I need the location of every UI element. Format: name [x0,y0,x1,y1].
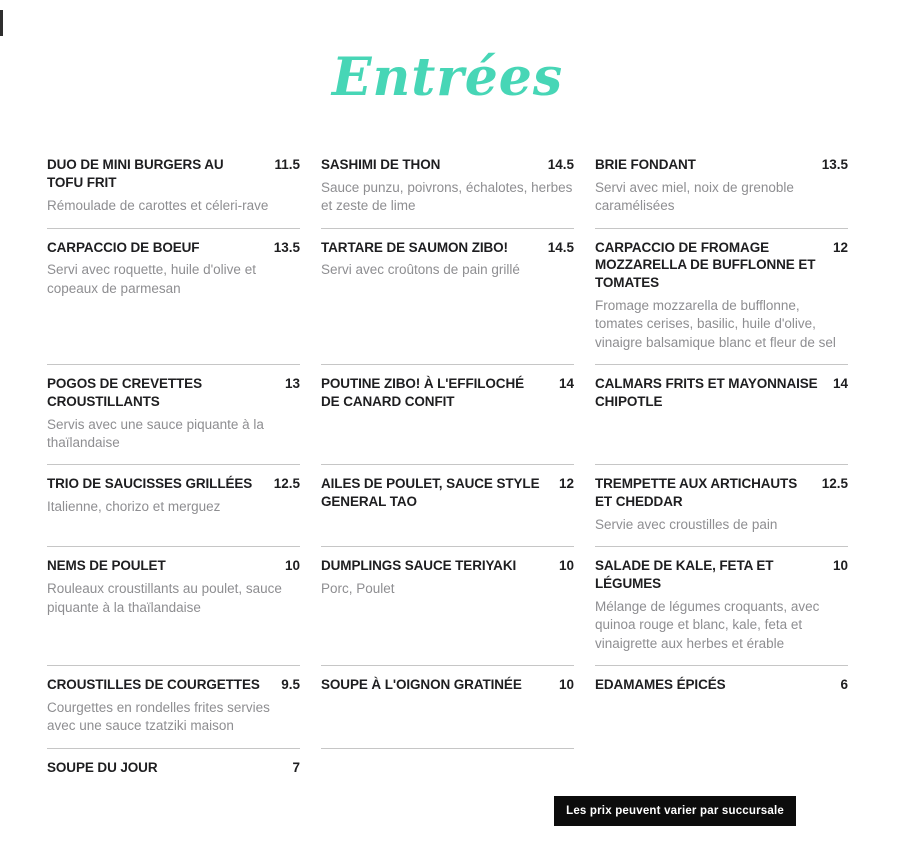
item-head [47,156,300,192]
item-description: Servie avec croustilles de pain [595,517,778,533]
item-head [321,156,574,174]
menu-item [47,146,300,228]
item-title: SOUPE À L'OIGNON GRATINÉE [321,677,522,693]
menu-item [321,364,574,464]
price-notice-badge: Les prix peuvent varier par succursale [554,796,796,826]
item-price: 12.5 [821,476,848,492]
item-title: CROUSTILLES DE COURGETTES [47,677,260,693]
menu-item [47,364,300,464]
item-head [321,557,574,575]
menu-item [595,364,848,464]
item-price: 9.5 [281,677,300,693]
item-head [595,239,848,292]
item-price: 14.5 [547,157,574,172]
menu-item [321,228,574,365]
item-description: Servi avec roquette, huile d'olive et copeaux de parmesan [47,262,256,296]
item-head [595,676,848,694]
menu-item [47,228,300,365]
item-price: 13.5 [821,157,848,172]
item-title: CARPACCIO DE FROMAGE MOZZARELLA DE BUFFLONNE ET TOMATES [595,239,816,291]
item-head [595,557,848,593]
item-description: Sauce punzu, poivrons, échalotes, herbes et zeste de lime [321,179,573,214]
item-price: 12 [558,476,574,492]
item-price: 12.5 [273,476,300,492]
page-title: Entrées [331,47,564,108]
item-description: Mélange de légumes croquants, avec quinoa rouge et blanc, kale, feta et vinaigrette aux herbes et érable [595,599,820,651]
item-price: 10 [284,558,300,574]
menu-item [595,228,848,365]
item-title: CARPACCIO DE BOEUF [47,239,200,255]
item-head [47,557,300,575]
item-head [321,239,574,257]
left-edge-mark [0,10,3,36]
item-price: 10 [832,558,848,574]
item-title: POUTINE ZIBO! À L'EFFILOCHÉ DE CANARD CONFIT [321,376,525,409]
item-head [595,375,848,411]
item-price: 6 [840,677,848,693]
item-head [321,676,574,694]
item-title: TARTARE DE SAUMON ZIBO! [321,239,508,255]
menu-item [321,146,574,228]
menu-item [321,464,574,546]
item-title: DUMPLINGS SAUCE TERIYAKI [321,558,517,574]
item-description: Servi avec croûtons de pain grillé [321,262,520,278]
item-head [47,239,300,257]
menu-item [47,665,300,748]
item-description: Courgettes en rondelles frites servies avec une sauce tzatziki maison [47,699,270,734]
item-price: 10 [558,558,574,574]
menu-item [595,146,848,228]
menu-item [47,464,300,546]
item-title: NEMS DE POULET [47,558,166,574]
menu-grid [47,146,848,788]
item-head [321,475,574,511]
menu-item [595,665,848,748]
item-head [47,475,300,493]
item-title: AILES DE POULET, SAUCE STYLE GENERAL TAO [321,476,540,510]
item-title: EDAMAMES ÉPICÉS [595,677,726,693]
item-title: CALMARS FRITS ET MAYONNAISE CHIPOTLE [595,376,818,409]
item-title: SOUPE DU JOUR [47,759,158,775]
menu-item [47,748,300,789]
item-head [47,375,300,411]
item-head [595,475,848,511]
item-title: SASHIMI DE THON [321,157,441,172]
item-price: 12 [832,239,848,255]
item-price: 14.5 [547,239,574,255]
menu-item [321,665,574,748]
item-head [321,375,574,411]
item-title: SALADE DE KALE, FETA ET LÉGUMES [595,558,774,592]
item-price: 13 [284,376,300,392]
menu-item [47,546,300,665]
item-description: Fromage mozzarella de bufflonne, tomates cerises, basilic, huile d'olive, vinaigre balsamique blanc et fleur de sel [595,297,836,350]
item-title: DUO DE MINI BURGERS AU TOFU FRIT [47,157,224,190]
menu-item [595,464,848,546]
menu-item [321,546,574,665]
item-price: 10 [558,677,574,693]
item-description: Servi avec miel, noix de grenoble caramélisées [595,179,794,214]
menu-item [595,546,848,665]
item-description: Porc, Poulet [321,581,395,597]
notice-row [47,788,848,846]
empty-cell [321,748,574,789]
item-title: TRIO DE SAUCISSES GRILLÉES [47,476,253,492]
item-price: 14 [558,376,574,392]
item-title: POGOS DE CREVETTES CROUSTILLANTS [47,376,202,409]
item-description: Italienne, chorizo et merguez [47,499,221,515]
item-price: 13.5 [273,239,300,255]
item-head [47,759,300,777]
item-description: Servis avec une sauce piquante à la thaïlandaise [47,416,264,451]
item-head [595,156,848,174]
item-price: 11.5 [274,157,300,172]
item-head [47,676,300,694]
item-price: 7 [292,759,300,775]
item-title: BRIE FONDANT [595,157,696,172]
item-description: Rémoulade de carottes et céleri-rave [47,197,269,213]
item-title: TREMPETTE AUX ARTICHAUTS ET CHEDDAR [595,476,798,510]
item-description: Rouleaux croustillants au poulet, sauce piquante à la thaïlandaise [47,581,282,615]
item-price: 14 [832,376,848,392]
